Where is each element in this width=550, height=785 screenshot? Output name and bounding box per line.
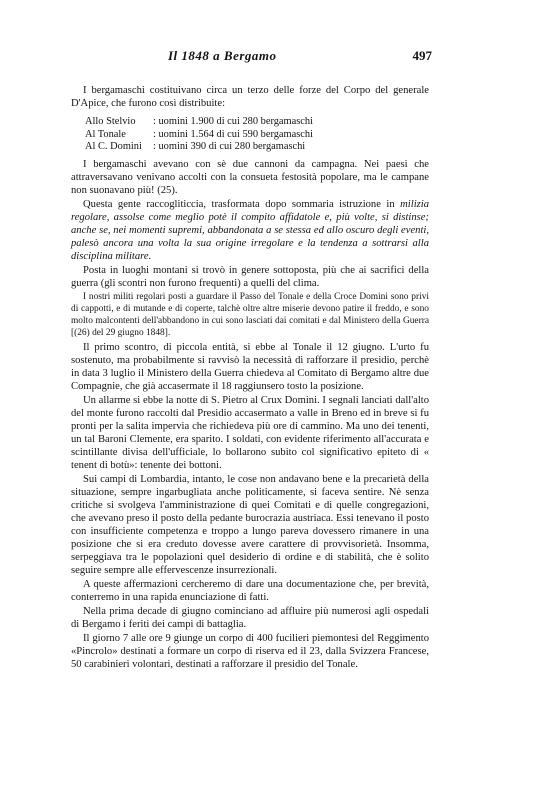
table-cell-location: Allo Stelvio (85, 116, 136, 127)
paragraph-1: I bergamaschi costituivano circa un terzo delle forze del Corpo del generale D'Apice, che furono così distribuite: (71, 85, 429, 109)
paragraph-6: Il primo scontro, di piccola entità, si ebbe al Tonale il 12 giugno. L'urto fu sostenuto, ma probabilmente si ravvisò la necessità di rafforzare il presidio, perchè in data 3 luglio il Ministero della Guerra chiedeva al Comitato di Bergamo altre due Compagnie, che già accasermate il 18 raggiunsero tosto la posizione. (71, 341, 429, 392)
paragraph-7: Un allarme si ebbe la notte di S. Pietro al Crux Domini. I segnali lanciati dall'alto del monte furono raccolti dal Presidio accasermato a valle in Breno ed in breve si fu pronti per la salita impervia che richiedeva più ore di cammino. Ma uno dei tenenti, un tal Baroni Clemente, era sparito. I soldati, con evidente riferimento all'accurata e scintillante divisa dell'ufficiale, lo bollarono subito col significativo epiteto di « tenent di botù»: tenente dei bottoni. (71, 394, 429, 471)
table-row (85, 116, 429, 129)
table-cell-value: : uomini 1.900 di cui 280 bergamaschi (153, 116, 313, 127)
table-cell-value: : uomini 1.564 di cui 590 bergamaschi (153, 128, 313, 140)
table-cell-value: : uomini 390 di cui 280 bergamaschi (153, 141, 306, 152)
troop-distribution-table (85, 116, 429, 154)
paragraph-11: Il giorno 7 alle ore 9 giunge un corpo di 400 fucilieri piemontesi del Reggimento «Pincrolo» destinati a formare un corpo di riserva ed il 23, dalla Svizzera Francese, 50 carabinieri volontari, destinati a rafforzare il presidio del Tonale. (71, 632, 429, 670)
table-cell-location: Al C. Domini (85, 141, 142, 152)
quotation: I nostri militi regolari posti a guardare il Passo del Tonale e della Croce Domini sono privi di cappotti, e di mutande e di coperte, talchè oltre altre miserie devono patire il freddo, e sono molto malcontenti dell'abbandono in cui sono lasciati dai comitati e dal Ministero della Guerra [(26) del 29 giugno 1848]. (71, 291, 429, 338)
paragraph-10: Nella prima decade di giugno cominciano ad affluire più numerosi agli ospedali di Bergamo i feriti dei campi di battaglia. (71, 605, 429, 630)
paragraph-9: A queste affermazioni cercheremo di dare una documentazione che, per brevità, conterremo in una rapida enunciazione di fatti. (71, 578, 429, 603)
paragraph-2: I bergamaschi avevano con sè due cannoni da campagna. Nei paesi che attraversavano venivano accolti con la consueta festosità popolare, ma le campane non suonavano più! (25). (71, 158, 429, 196)
paragraph-3-start: Questa gente raccogliticcia, trasformata dopo sommaria istruzione in (83, 198, 401, 210)
table-row (85, 129, 429, 142)
paragraph-3 (71, 198, 429, 263)
running-title: Il 1848 a Bergamo (168, 48, 277, 63)
paragraph-3-rest: milizia regolare, assolse come meglio potè il compito affidatole e, più volte, si distinse; anche se, nei momenti supremi, abbandonata a se stessa ed allo oscuro degli eventi, palesò ancora una volta la sua origine irregolare e la tendenza a sottrarsi alla disciplina militare. (71, 198, 429, 262)
page-header (120, 48, 430, 68)
page-body (71, 84, 429, 672)
paragraph-4: Posta in luoghi montani si trovò in genere sottoposta, più che ai sacrifici della guerra (gli scontri non furono frequenti) a quelli del clima. (71, 264, 429, 289)
table-row (85, 141, 429, 154)
paragraph-8: Sui campi di Lombardia, intanto, le cose non andavano bene e la precarietà della situazione, sempre ingarbugliata anche politicamente, si faceva sentire. Nè senza critiche si svolgeva l'amministrazione di quei Comitati e di quelle congregazioni, che avevano preso il posto della pedante burocrazia austriaca. Essi tenevano il posto con insufficiente competenza e troppo a lungo pareva dovessero rimanere in una posizione che si era creduto dovesse avere carattere di provvisorietà. Insomma, serpeggiava tra le popolazioni quel desiderio di ordine e di stabilità, che è solito seguire sempre alle effervescenze insurrezionali. (71, 473, 429, 576)
page-number: 497 (412, 48, 432, 63)
table-cell-location: Al Tonale (85, 128, 126, 140)
